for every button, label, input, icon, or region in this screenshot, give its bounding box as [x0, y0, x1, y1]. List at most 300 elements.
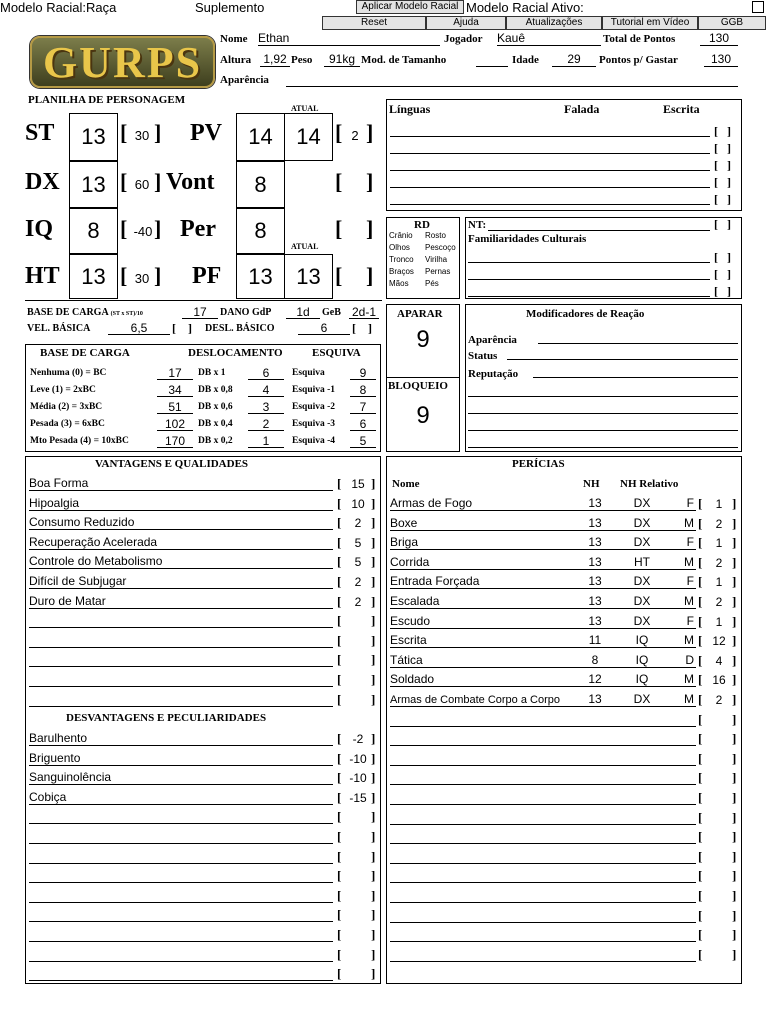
ht-label: HT	[25, 263, 60, 289]
skill-cost-open: [	[698, 829, 703, 845]
advantage-cost-close: ]	[371, 534, 376, 550]
disadvantage-name[interactable]	[29, 888, 333, 903]
skill-attribute[interactable]: IQ	[635, 633, 649, 648]
swing-value[interactable]: 2d-1	[349, 305, 379, 319]
skill-row-line	[390, 790, 696, 805]
skill-difficulty[interactable]: F	[686, 535, 694, 550]
basic-lift-value[interactable]: 17	[182, 305, 218, 319]
skill-attribute[interactable]: DX	[633, 692, 651, 706]
enc-dodge-label: Esquiva	[292, 368, 325, 378]
skills-title: PERÍCIAS	[512, 458, 565, 470]
language-row-field[interactable]	[390, 141, 710, 154]
per-label: Per	[180, 216, 216, 242]
enc-load-value[interactable]: 170	[157, 434, 193, 448]
skill-level[interactable]: 13	[588, 594, 602, 608]
basic-lift-formula: (ST x ST)/10	[110, 311, 143, 317]
reaction-status-label: Status	[468, 350, 498, 362]
enc-dodge-value[interactable]: 6	[350, 417, 376, 431]
enc-dodge-value[interactable]: 9	[350, 366, 376, 380]
advantage-cost[interactable]: 5	[354, 555, 362, 570]
ht-cost: 30	[134, 271, 150, 286]
skill-cost-close: ]	[732, 633, 737, 649]
dr-location-label: Pescoço	[425, 243, 456, 252]
skill-row-line	[390, 868, 696, 883]
skill-attribute[interactable]: DX	[633, 594, 651, 608]
advantage-cost-close: ]	[371, 613, 376, 629]
skill-level[interactable]: 11	[588, 633, 602, 648]
size-mod-label: Mod. de Tamanho	[361, 54, 447, 66]
skill-cost-close: ]	[732, 829, 737, 845]
cultural-row-cost: [ ]	[714, 267, 731, 281]
disadvantage-cost-open: [	[337, 848, 342, 864]
dr-location-label: Mãos	[389, 279, 409, 288]
skill-cost-close: ]	[732, 515, 737, 531]
dr-location-label: Braços	[389, 267, 414, 276]
skills-header-name: Nome	[392, 478, 420, 490]
disadvantage-cost-close: ]	[371, 887, 376, 903]
disadvantage-name[interactable]	[29, 868, 333, 883]
block-value[interactable]: 9	[416, 402, 430, 429]
disadvantage-name[interactable]	[29, 849, 333, 864]
disadvantage-cost[interactable]: -2	[352, 732, 364, 746]
total-points-label: Total de Pontos	[603, 33, 676, 45]
skill-cost-close: ]	[732, 946, 737, 962]
appearance-label: Aparência	[220, 74, 269, 86]
skill-name[interactable]: Escalada	[390, 594, 440, 608]
dr-location-label: Rosto	[425, 231, 446, 240]
enc-move-mult: DB x 1	[198, 368, 226, 378]
active-racial-model-label: Modelo Racial Ativo:	[466, 0, 584, 15]
skill-cost-close: ]	[732, 731, 737, 747]
disadvantage-cost-open: [	[337, 887, 342, 903]
iq-cost: -40	[133, 224, 153, 239]
disadvantage-name[interactable]	[29, 907, 333, 922]
reaction-reputation-field[interactable]	[533, 365, 738, 378]
skill-row-line	[390, 712, 696, 727]
enc-dodge-value[interactable]: 5	[350, 434, 376, 448]
skill-attribute[interactable]: DX	[633, 496, 651, 510]
advantage-cost-open: [	[337, 593, 342, 609]
skill-level[interactable]: 13	[588, 515, 602, 530]
dr-title: RD	[414, 219, 430, 231]
st-value[interactable]: 13	[69, 113, 118, 161]
language-row-cost: [ ]	[714, 175, 731, 189]
weight-label: Peso	[291, 54, 313, 66]
swing-label: GeB	[322, 307, 341, 318]
dx-cost: 60	[134, 177, 150, 192]
skill-cost-open: [	[698, 554, 703, 570]
cultural-row-field[interactable]	[468, 284, 710, 297]
advantage-cost[interactable]: 15	[351, 477, 365, 491]
skill-cost[interactable]: 2	[715, 693, 723, 707]
skill-level[interactable]: 12	[588, 672, 602, 687]
skill-cost-open: [	[698, 750, 703, 766]
advantage-name[interactable]: Consumo Reduzido	[29, 515, 333, 530]
skill-cost-close: ]	[732, 672, 737, 688]
skill-row-line	[390, 927, 696, 942]
skill-attribute[interactable]: HT	[634, 554, 650, 569]
enc-move-mult: DB x 0,6	[198, 402, 233, 412]
disadvantage-cost-close: ]	[371, 809, 376, 825]
skill-difficulty[interactable]: M	[684, 515, 694, 530]
language-row-cost: [ ]	[714, 141, 731, 155]
skill-attribute[interactable]: IQ	[635, 672, 649, 687]
skill-cost-open: [	[698, 927, 703, 943]
skill-cost[interactable]: 1	[715, 575, 723, 590]
advantage-cost-open: [	[337, 574, 342, 589]
ggb-button[interactable]: GGB	[698, 16, 766, 30]
skill-difficulty[interactable]: M	[684, 672, 694, 687]
advantage-cost-close: ]	[371, 574, 376, 589]
enc-dodge-value[interactable]: 8	[350, 383, 376, 397]
total-points-field[interactable]: 130	[700, 31, 738, 46]
skill-name[interactable]: Soldado	[390, 672, 435, 687]
basic-move-value[interactable]: 6	[298, 321, 350, 335]
skill-cost-close: ]	[732, 848, 737, 864]
disadvantage-name[interactable]	[29, 809, 333, 824]
advantage-cost-close: ]	[371, 476, 376, 491]
reaction-row-field[interactable]	[468, 418, 738, 431]
iq-value[interactable]: 8	[69, 208, 118, 254]
apply-racial-model-button[interactable]: Aplicar Modelo Racial	[356, 0, 464, 14]
skill-cost-close: ]	[732, 652, 737, 668]
skill-cost-close: ]	[732, 868, 737, 884]
skill-difficulty[interactable]: M	[684, 633, 694, 648]
skills-header-relative: NH Relativo	[620, 478, 679, 490]
dx-value[interactable]: 13	[69, 161, 118, 208]
disadvantage-cost-close: ]	[371, 946, 376, 962]
skill-name[interactable]: Armas de Fogo	[390, 496, 473, 510]
advantage-cost-open: [	[337, 632, 342, 648]
skill-difficulty[interactable]: M	[684, 594, 694, 608]
disadvantage-cost-open: [	[337, 789, 342, 805]
reaction-title: Modificadores de Reação	[526, 308, 645, 320]
enc-load-value[interactable]: 17	[157, 366, 193, 380]
languages-written: Escrita	[663, 102, 700, 116]
enc-load-value[interactable]: 51	[157, 400, 193, 414]
skill-cost-close: ]	[732, 927, 737, 943]
advantage-name[interactable]	[29, 652, 333, 667]
advantage-name[interactable]	[29, 633, 333, 648]
cultural-row-field[interactable]	[468, 250, 710, 263]
skill-cost[interactable]: 2	[715, 555, 723, 570]
points-spent-field[interactable]: 130	[704, 52, 738, 67]
disadvantage-cost-close: ]	[371, 750, 376, 766]
skill-cost-open: [	[698, 809, 703, 825]
skill-attribute[interactable]: IQ	[635, 652, 649, 667]
video-tutorial-button[interactable]: Tutorial em Vídeo	[602, 16, 698, 30]
enc-load-value[interactable]: 34	[157, 383, 193, 397]
skill-difficulty[interactable]: D	[685, 652, 694, 667]
fp-value[interactable]: 13	[236, 254, 285, 299]
enc-level-label: Nenhuma (0) = BC	[30, 368, 107, 378]
advantage-name[interactable]: Recuperação Acelerada	[29, 535, 333, 550]
cultural-row-field[interactable]	[468, 267, 710, 280]
basic-lift-label: BASE DE CARGA	[27, 307, 109, 318]
enc-header-move: DESLOCAMENTO	[188, 347, 283, 359]
advantage-name[interactable]: Difícil de Subjugar	[29, 574, 333, 589]
height-field[interactable]: 1,92	[260, 52, 290, 67]
disadvantage-cost[interactable]: -10	[349, 771, 367, 786]
reaction-status-field[interactable]	[507, 347, 738, 360]
advantage-name[interactable]	[29, 692, 333, 707]
height-label: Altura	[220, 54, 252, 66]
skill-name[interactable]: Briga	[390, 535, 419, 550]
disadvantage-cost-close: ]	[371, 848, 376, 864]
disadvantage-cost-close: ]	[371, 927, 376, 942]
player-field[interactable]: Kauê	[497, 31, 601, 46]
skill-cost[interactable]: 16	[712, 673, 726, 688]
advantage-name[interactable]	[29, 672, 333, 687]
advantage-cost-close: ]	[371, 632, 376, 648]
enc-level-label: Média (2) = 3xBC	[30, 402, 103, 412]
skill-name[interactable]: Entrada Forçada	[390, 574, 480, 589]
active-racial-checkbox[interactable]	[752, 1, 764, 13]
skill-cost[interactable]: 1	[715, 614, 723, 629]
enc-level-label: Mto Pesada (4) = 10xBC	[30, 436, 129, 446]
disadvantage-cost-close: ]	[371, 731, 376, 746]
enc-level-label: Leve (1) = 2xBC	[30, 385, 96, 395]
language-row-field[interactable]	[390, 175, 710, 188]
skill-cost-open: [	[698, 790, 703, 805]
skill-cost-open: [	[698, 594, 703, 609]
skill-difficulty[interactable]: M	[684, 692, 694, 706]
enc-move-value[interactable]: 3	[248, 400, 284, 414]
help-button[interactable]: Ajuda	[426, 16, 506, 30]
skill-difficulty[interactable]: F	[686, 613, 694, 628]
reaction-row-field[interactable]	[468, 401, 738, 414]
hp-current[interactable]: 14	[284, 113, 333, 161]
skill-cost-close: ]	[732, 692, 737, 707]
name-label: Nome	[220, 33, 248, 45]
advantage-cost-open: [	[337, 652, 342, 668]
skill-cost[interactable]: 1	[715, 497, 723, 511]
racial-model-label: Modelo Racial:Raça	[0, 0, 117, 15]
enc-level-label: Pesada (3) = 6xBC	[30, 419, 105, 429]
languages-spoken: Falada	[564, 102, 600, 116]
skill-cost-open: [	[698, 770, 703, 786]
appearance-field[interactable]	[286, 72, 738, 87]
disadvantage-cost-close: ]	[371, 966, 376, 982]
parry-value[interactable]: 9	[416, 326, 430, 353]
disadvantage-cost[interactable]: -15	[349, 790, 367, 805]
enc-dodge-label: Esquiva -2	[292, 402, 336, 412]
advantage-cost[interactable]: 2	[354, 575, 362, 589]
skill-row-line	[390, 810, 696, 825]
disadvantage-name[interactable]	[29, 947, 333, 962]
reaction-row-field[interactable]	[468, 384, 738, 397]
tl-field[interactable]	[488, 218, 710, 231]
cultural-row-cost: [ ]	[714, 250, 731, 264]
languages-title: Línguas	[389, 102, 431, 116]
enc-dodge-label: Esquiva -4	[292, 436, 336, 446]
skill-cost-close: ]	[732, 888, 737, 903]
enc-move-value[interactable]: 1	[248, 434, 284, 448]
skill-name[interactable]: Armas de Combate Corpo a Corpo	[390, 694, 560, 706]
skill-difficulty[interactable]: M	[684, 554, 694, 569]
current-label-hp: ATUAL	[291, 104, 319, 113]
disadvantage-cost-open: [	[337, 809, 342, 825]
skill-level[interactable]: 13	[588, 535, 602, 550]
skill-level[interactable]: 13	[588, 574, 602, 589]
dr-location-label: Olhos	[389, 243, 410, 252]
skill-level[interactable]: 13	[588, 496, 602, 510]
skill-cost-open: [	[698, 574, 703, 590]
language-row-field[interactable]	[390, 124, 710, 137]
language-row-field[interactable]	[390, 192, 710, 205]
disadvantage-name[interactable]	[29, 927, 333, 942]
reaction-row-field[interactable]	[468, 435, 738, 448]
skill-cost-close: ]	[732, 613, 737, 629]
skill-difficulty[interactable]: F	[686, 574, 694, 589]
disadvantage-cost[interactable]: -10	[349, 751, 367, 766]
skill-name[interactable]: Boxe	[390, 515, 418, 530]
skill-cost[interactable]: 1	[715, 536, 723, 551]
thrust-value[interactable]: 1d	[286, 305, 320, 319]
skill-level[interactable]: 8	[591, 652, 599, 667]
skill-difficulty[interactable]: F	[686, 496, 694, 510]
reaction-appearance-label: Aparência	[468, 334, 517, 346]
reaction-appearance-field[interactable]	[538, 331, 738, 344]
skill-cost-open: [	[698, 672, 703, 688]
disadvantage-cost-open: [	[337, 966, 342, 982]
advantage-cost-close: ]	[371, 554, 376, 570]
cultural-label: Familiaridades Culturais	[468, 233, 587, 245]
gurps-logo	[30, 36, 215, 88]
enc-move-value[interactable]: 4	[248, 383, 284, 397]
reset-button[interactable]: Reset	[322, 16, 426, 30]
advantage-cost-close: ]	[371, 672, 376, 687]
advantage-name[interactable]: Boa Forma	[29, 476, 333, 491]
ht-value[interactable]: 13	[69, 254, 118, 299]
fp-label: PF	[192, 263, 222, 289]
advantage-cost-close: ]	[371, 515, 376, 531]
size-mod-field[interactable]	[476, 52, 508, 67]
skill-name[interactable]: Escrita	[390, 633, 427, 648]
disadvantage-cost-open: [	[337, 927, 342, 942]
enc-dodge-label: Esquiva -1	[292, 385, 336, 395]
skill-level[interactable]: 13	[588, 692, 602, 706]
advantage-name[interactable]: Duro de Matar	[29, 594, 333, 609]
enc-move-mult: DB x 0,8	[198, 385, 233, 395]
damage-label: DANO GdP	[220, 307, 272, 318]
name-field[interactable]: Ethan	[258, 31, 440, 46]
dr-location-label: Tronco	[389, 255, 414, 264]
disadvantage-cost-open: [	[337, 750, 342, 766]
skill-attribute[interactable]: DX	[633, 515, 651, 530]
disadvantage-cost-close: ]	[371, 770, 376, 786]
disadvantage-name[interactable]: Briguento	[29, 751, 333, 766]
advantage-cost-open: [	[337, 554, 342, 570]
skill-level[interactable]: 13	[588, 613, 602, 628]
advantage-cost[interactable]: 5	[354, 535, 362, 550]
enc-load-value[interactable]: 102	[157, 417, 193, 431]
age-field[interactable]: 29	[552, 52, 596, 67]
sheet-title: PLANILHA DE PERSONAGEM	[28, 94, 186, 106]
enc-move-value[interactable]: 6	[248, 366, 284, 380]
disadvantage-name[interactable]: Cobiça	[29, 790, 333, 805]
disadvantage-cost-open: [	[337, 731, 342, 746]
skill-cost-open: [	[698, 613, 703, 629]
skill-name[interactable]: Corrida	[390, 554, 430, 569]
skill-cost-close: ]	[732, 594, 737, 609]
language-row-cost: [ ]	[714, 158, 731, 172]
advantage-cost[interactable]: 10	[351, 496, 365, 511]
updates-button[interactable]: Atualizações	[506, 16, 602, 30]
advantage-cost-open: [	[337, 476, 342, 491]
basic-speed-value[interactable]: 6,5	[108, 321, 170, 335]
disadvantage-name[interactable]	[29, 829, 333, 844]
skill-name[interactable]: Tática	[390, 652, 423, 667]
tl-label: NT:	[468, 219, 487, 231]
block-label: BLOQUEIO	[388, 380, 448, 392]
skill-cost-close: ]	[732, 809, 737, 825]
advantage-cost[interactable]: 2	[354, 594, 362, 609]
weight-field[interactable]: 91kg	[324, 52, 360, 67]
skill-cost-open: [	[698, 711, 703, 727]
hp-value[interactable]: 14	[236, 113, 285, 161]
skill-name[interactable]: Escudo	[390, 613, 431, 628]
basic-move-label: DESL. BÁSICO	[205, 323, 275, 334]
skill-attribute[interactable]: DX	[633, 574, 651, 589]
disadvantage-name[interactable]: Barulhento	[29, 731, 333, 746]
parry-label: APARAR	[397, 308, 443, 320]
logo-text: GURPS	[42, 38, 203, 87]
cultural-row-cost: [ ]	[714, 284, 731, 298]
will-value[interactable]: 8	[236, 161, 285, 208]
skill-cost[interactable]: 2	[715, 516, 723, 531]
skill-cost-open: [	[698, 535, 703, 551]
advantages-title: VANTAGENS E QUALIDADES	[95, 458, 249, 470]
enc-move-mult: DB x 0,4	[198, 419, 233, 429]
language-row-field[interactable]	[390, 158, 710, 171]
skill-level[interactable]: 13	[588, 554, 602, 569]
supplement-label: Suplemento	[195, 0, 265, 15]
advantage-cost-open: [	[337, 691, 342, 707]
skill-attribute[interactable]: DX	[633, 535, 651, 550]
dr-location-label: Pés	[425, 279, 439, 288]
advantage-name[interactable]	[29, 613, 333, 628]
enc-dodge-value[interactable]: 7	[350, 400, 376, 414]
per-value[interactable]: 8	[236, 208, 285, 254]
disadvantages-title: DESVANTAGENS E PECULIARIDADES	[66, 712, 267, 724]
skill-cost-open: [	[698, 633, 703, 649]
advantage-cost-open: [	[337, 495, 342, 511]
enc-move-value[interactable]: 2	[248, 417, 284, 431]
skill-attribute[interactable]: DX	[633, 613, 651, 628]
advantage-cost-open: [	[337, 672, 342, 687]
advantage-name[interactable]: Controle do Metabolismo	[29, 554, 333, 569]
hp-label: PV	[190, 120, 222, 146]
st-cost: 30	[134, 128, 150, 143]
advantage-cost[interactable]: 2	[354, 516, 362, 531]
skill-row-line	[390, 888, 696, 903]
advantage-cost-close: ]	[371, 495, 376, 511]
disadvantage-cost-open: [	[337, 868, 342, 884]
disadvantage-name[interactable]	[29, 966, 333, 981]
fp-current[interactable]: 13	[284, 254, 333, 299]
advantage-name[interactable]: Hipoalgia	[29, 496, 333, 511]
skill-cost[interactable]: 2	[715, 595, 723, 609]
skill-row-line	[390, 770, 696, 785]
disadvantage-name[interactable]: Sanguinolência	[29, 770, 333, 785]
disadvantage-cost-close: ]	[371, 789, 376, 805]
skill-cost[interactable]: 12	[712, 634, 726, 649]
skill-cost-open: [	[698, 652, 703, 668]
skill-row-line	[390, 751, 696, 766]
skill-cost[interactable]: 4	[715, 653, 723, 668]
skill-row-line	[390, 731, 696, 746]
